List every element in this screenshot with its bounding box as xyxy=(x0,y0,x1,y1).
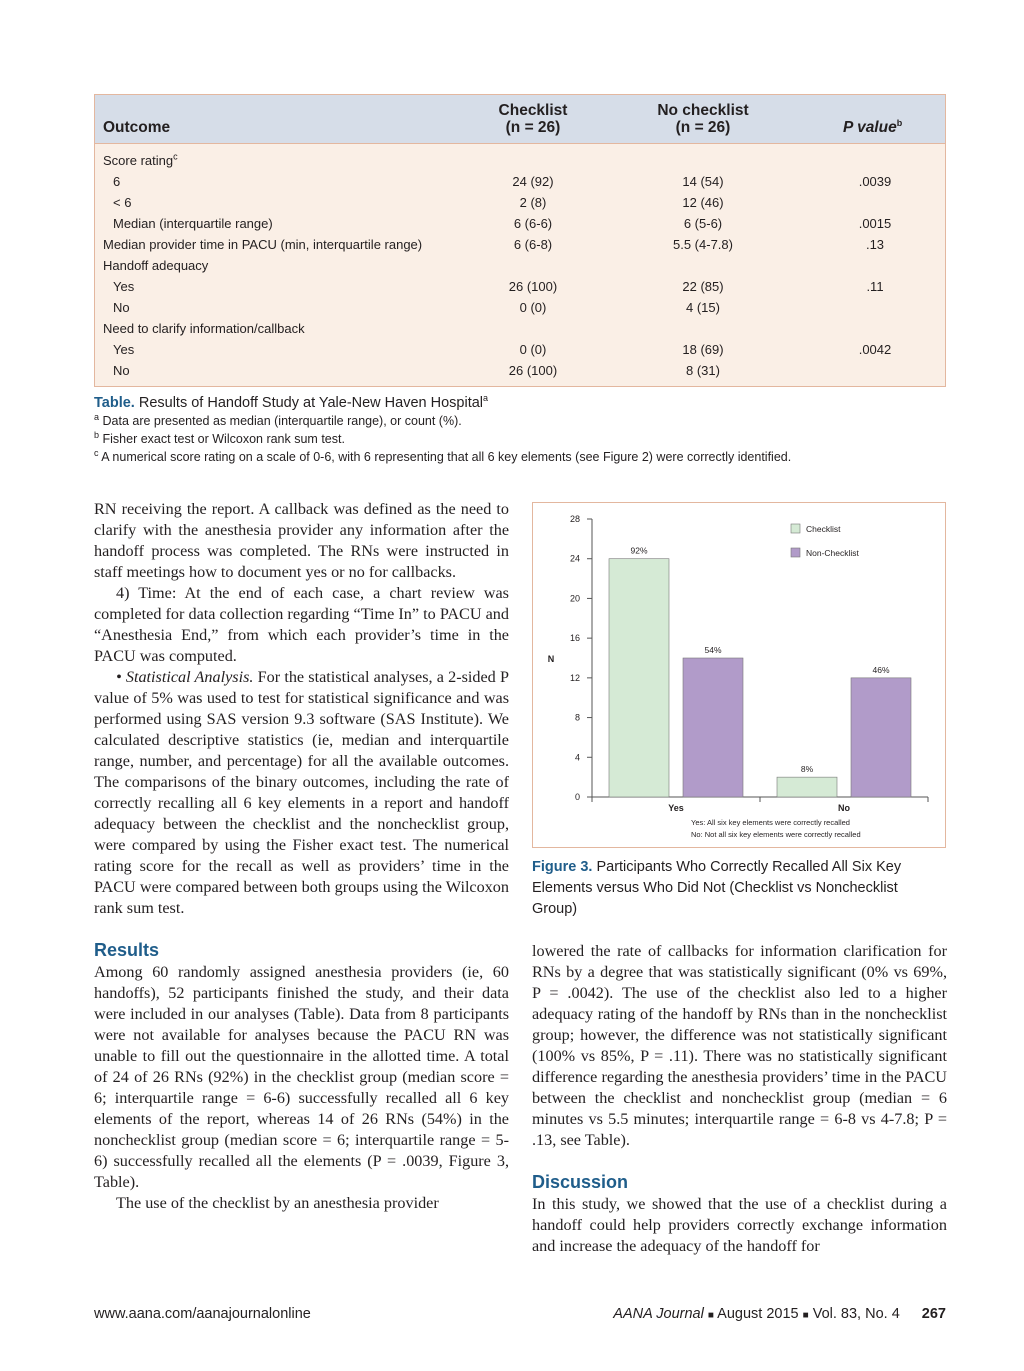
cell-checklist: 6 (6-8) xyxy=(513,237,553,252)
figure-3 xyxy=(532,502,946,848)
cell-outcome: Score rating$^c$ xyxy=(103,151,178,168)
cell-checklist: 6 (6-6) xyxy=(513,216,553,231)
bar-checklist xyxy=(609,559,669,797)
y-tick-label: 4 xyxy=(574,752,580,763)
paragraph-lead: • Statistical Analysis. xyxy=(116,668,254,686)
data-label: 92% xyxy=(630,545,648,556)
header-checklist xyxy=(473,102,593,136)
footnote-text: Fisher exact test or Wilcoxon rank sum test. xyxy=(102,432,345,446)
header-no-checklist-line2: (n = 26) xyxy=(675,119,731,136)
cell-checklist: 24 (92) xyxy=(512,174,554,189)
footer-separator: ■ xyxy=(707,1310,714,1321)
y-axis-label: N xyxy=(547,654,555,664)
cell-pvalue: .11 xyxy=(866,279,884,294)
cell-outcome: Median provider time in PACU (min, interquartile range) xyxy=(103,237,423,252)
paragraph: The use of the checklist by an anesthesia provider xyxy=(116,1194,439,1212)
paragraph-results: Among 60 randomly assigned anesthesia providers (ie, 60 handoffs), 52 participants finished the study, and their data were included in our analyses (Table). Data from 8 participants were not available for analyses because the PACU RN was unable to fill out the questionnaire in the allotted time. A total of 24 of 26 RNs (92%) in the checklist group (median score = 6; interquartile range = 6-6) successfully recalled all 6 key elements of the report, whereas 14 of 26 RNs (54%) in the nonchecklist group (median score = 6; interquartile range = 5-6) successfully recalled all the elements (P = .0039, Figure 3, Table). xyxy=(94,963,509,1191)
cell-checklist: 2 (8) xyxy=(519,195,547,210)
header-outcome: Outcome xyxy=(103,119,171,136)
table-caption-sup: a xyxy=(483,393,489,404)
figure-caption-text: Participants Who Correctly Recalled All Six Key Elements versus Who Did Not (Checklist vs Nonchecklist Group) xyxy=(532,859,902,917)
legend-label: Non-Checklist xyxy=(806,548,859,558)
table-row xyxy=(95,192,945,213)
paragraph: RN receiving the report. A callback was defined as the need to clarify with the anesthesia provider any information after the handoff process was completed. The RNs were instructed in staff meetings how to document yes or no for callbacks. xyxy=(94,500,509,581)
legend-swatch xyxy=(791,524,800,533)
right-column xyxy=(532,941,947,1257)
cell-pvalue: .0042 xyxy=(858,342,892,357)
paragraph: lowered the rate of callbacks for information clarification for RNs by a degree that was statistically significant (0% vs 69%, P = .0042). The use of the checklist also led to a higher adequacy rating of the handoff by RNs than in the nonchecklist group; however, the difference was not statistically significant (100% vs 85%, P = .11). There was no statistically significant difference regarding the anesthesia providers’ time in the PACU between the checklist and nonchecklist group (median = 6 minutes vs 5.5 minutes; interquartile range = 6-8 vs 4-7.8; P = .13, see Table). xyxy=(532,942,947,1149)
footer-citation xyxy=(613,1306,946,1322)
table-row xyxy=(95,297,945,318)
y-tick-label: 0 xyxy=(574,792,580,802)
legend-label: Checklist xyxy=(806,524,841,534)
footer-url: www.aana.com/aanajournalonline xyxy=(94,1306,311,1322)
page-number: 267 xyxy=(921,1306,946,1322)
paragraph-text: For the statistical analyses, a 2-sided P value of 5% was used to test for statistical significance and was performed using SAS version 9.3 software (SAS Institute). We calculated descriptive statistics (ie, median and interquartile range, number, and percentage) for all the available outcomes. The comparisons of the binary outcomes, including the rate of correctly recalling all 6 key elements in a report and handoff adequacy between the checklist and the nonchecklist group, were compared by using the Fisher exact test. The numerical rating score for the recall as well as providers’ time in the PACU were compared between both groups using the Wilcoxon rank sum test. xyxy=(94,668,509,917)
footnote-b xyxy=(94,429,345,446)
cell-no-checklist: 12 (46) xyxy=(682,195,724,210)
cell-outcome: Median (interquartile range) xyxy=(113,216,273,231)
footnote-mark: b xyxy=(94,429,100,440)
cell-sup: c xyxy=(173,151,178,162)
header-pvalue xyxy=(843,119,902,136)
table-caption-text: Results of Handoff Study at Yale-New Haven Hospital xyxy=(138,395,484,411)
bar-non-checklist xyxy=(851,678,911,797)
figure-caption-label: Figure 3. xyxy=(532,859,593,875)
cell-outcome: No xyxy=(113,363,130,378)
cell-checklist: 26 (100) xyxy=(508,363,558,378)
table-row xyxy=(95,150,945,171)
footnote-mark: c xyxy=(94,447,99,458)
table-row xyxy=(95,276,945,297)
bar-non-checklist xyxy=(683,658,743,797)
footnote-text: Data are presented as median (interquartile range), or count (%). xyxy=(102,414,462,428)
results-table xyxy=(94,94,946,387)
cell-no-checklist: 22 (85) xyxy=(682,279,724,294)
bar-chart xyxy=(533,503,945,847)
results-heading: Results xyxy=(94,940,160,960)
footer-separator: ■ xyxy=(802,1310,809,1321)
header-no-checklist-line1: No checklist xyxy=(657,102,749,119)
cell-outcome: Handoff adequacy xyxy=(103,258,209,273)
cell-checklist: 0 (0) xyxy=(519,300,547,315)
x-tick-label: No xyxy=(838,803,850,813)
paragraph-discussion: In this study, we showed that the use of a checklist during a handoff could help providers correctly exchange information and increase the adequacy of the handoff for xyxy=(532,1195,947,1255)
table-row xyxy=(95,318,945,339)
chart-note: Yes: All six key elements were correctly recalled xyxy=(691,818,850,827)
cell-pvalue: .0015 xyxy=(858,216,892,231)
cell-checklist: 0 (0) xyxy=(519,342,547,357)
header-checklist-line1: Checklist xyxy=(498,102,568,119)
table-row xyxy=(95,234,945,255)
table-row xyxy=(95,255,945,276)
data-label: 54% xyxy=(704,645,722,655)
cell-no-checklist: 6 (5-6) xyxy=(683,216,723,231)
cell-no-checklist: 14 (54) xyxy=(682,174,724,189)
header-pvalue-text: P value xyxy=(843,119,897,136)
cell-no-checklist: 4 (15) xyxy=(686,300,720,315)
cell-outcome: < 6 xyxy=(113,195,132,210)
footnote-mark: a xyxy=(94,411,100,422)
legend-swatch xyxy=(791,548,800,557)
cell-checklist: 26 (100) xyxy=(508,279,558,294)
cell-outcome: No xyxy=(113,300,130,315)
paragraph-lead: 4) Time xyxy=(116,584,172,602)
footnote-text: A numerical score rating on a scale of 0-6, with 6 representing that all 6 key elements (see Figure 2) were correctly identified. xyxy=(101,450,792,464)
cell-pvalue: .13 xyxy=(865,237,885,252)
footer-volume: Vol. 83, No. 4 xyxy=(812,1306,900,1322)
figure-caption xyxy=(532,857,946,920)
table-row xyxy=(95,360,945,381)
cell-no-checklist: 8 (31) xyxy=(686,363,720,378)
left-column xyxy=(94,499,509,1214)
y-tick-label: 20 xyxy=(569,593,580,604)
cell-no-checklist: 18 (69) xyxy=(682,342,724,357)
table-caption xyxy=(94,395,488,411)
paragraph-statistical xyxy=(94,667,509,919)
data-label: 8% xyxy=(800,764,814,775)
table-row xyxy=(95,213,945,234)
paragraph-time xyxy=(94,583,509,667)
y-tick-label: 16 xyxy=(569,633,580,644)
footer-date: August 2015 xyxy=(717,1306,799,1322)
cell-outcome: Need to clarify information/callback xyxy=(103,321,305,336)
table-caption-label: Table. xyxy=(94,395,135,411)
cell-outcome: Yes xyxy=(113,279,135,294)
footnote-a xyxy=(94,411,462,428)
bar-checklist xyxy=(777,777,837,797)
x-tick-label: Yes xyxy=(668,803,684,813)
discussion-heading: Discussion xyxy=(532,1172,629,1192)
footer-journal: AANA Journal xyxy=(613,1306,704,1322)
chart-note: No: Not all six key elements were correctly recalled xyxy=(691,830,861,839)
cell-outcome: 6 xyxy=(113,174,121,189)
cell-pvalue: .0039 xyxy=(858,174,892,189)
y-tick-label: 28 xyxy=(569,514,580,524)
header-pvalue-sup: b xyxy=(896,117,903,128)
data-label: 46% xyxy=(872,664,890,675)
cell-no-checklist: 5.5 (4-7.8) xyxy=(673,237,733,252)
paragraph-text: : At the end of each case, a chart review was completed for data collection regarding “Time In” to PACU and “Anesthesia End,” from which each provider’s time in the PACU was computed. xyxy=(94,584,509,665)
header-checklist-line2: (n = 26) xyxy=(505,119,561,136)
y-tick-label: 24 xyxy=(569,553,580,564)
footnote-c xyxy=(94,447,792,464)
table-row xyxy=(95,339,945,360)
table-row xyxy=(95,171,945,192)
cell-outcome: Yes xyxy=(113,342,135,357)
table-header xyxy=(95,95,945,144)
header-no-checklist xyxy=(643,102,763,136)
y-tick-label: 12 xyxy=(569,672,580,683)
y-tick-label: 8 xyxy=(574,712,580,723)
